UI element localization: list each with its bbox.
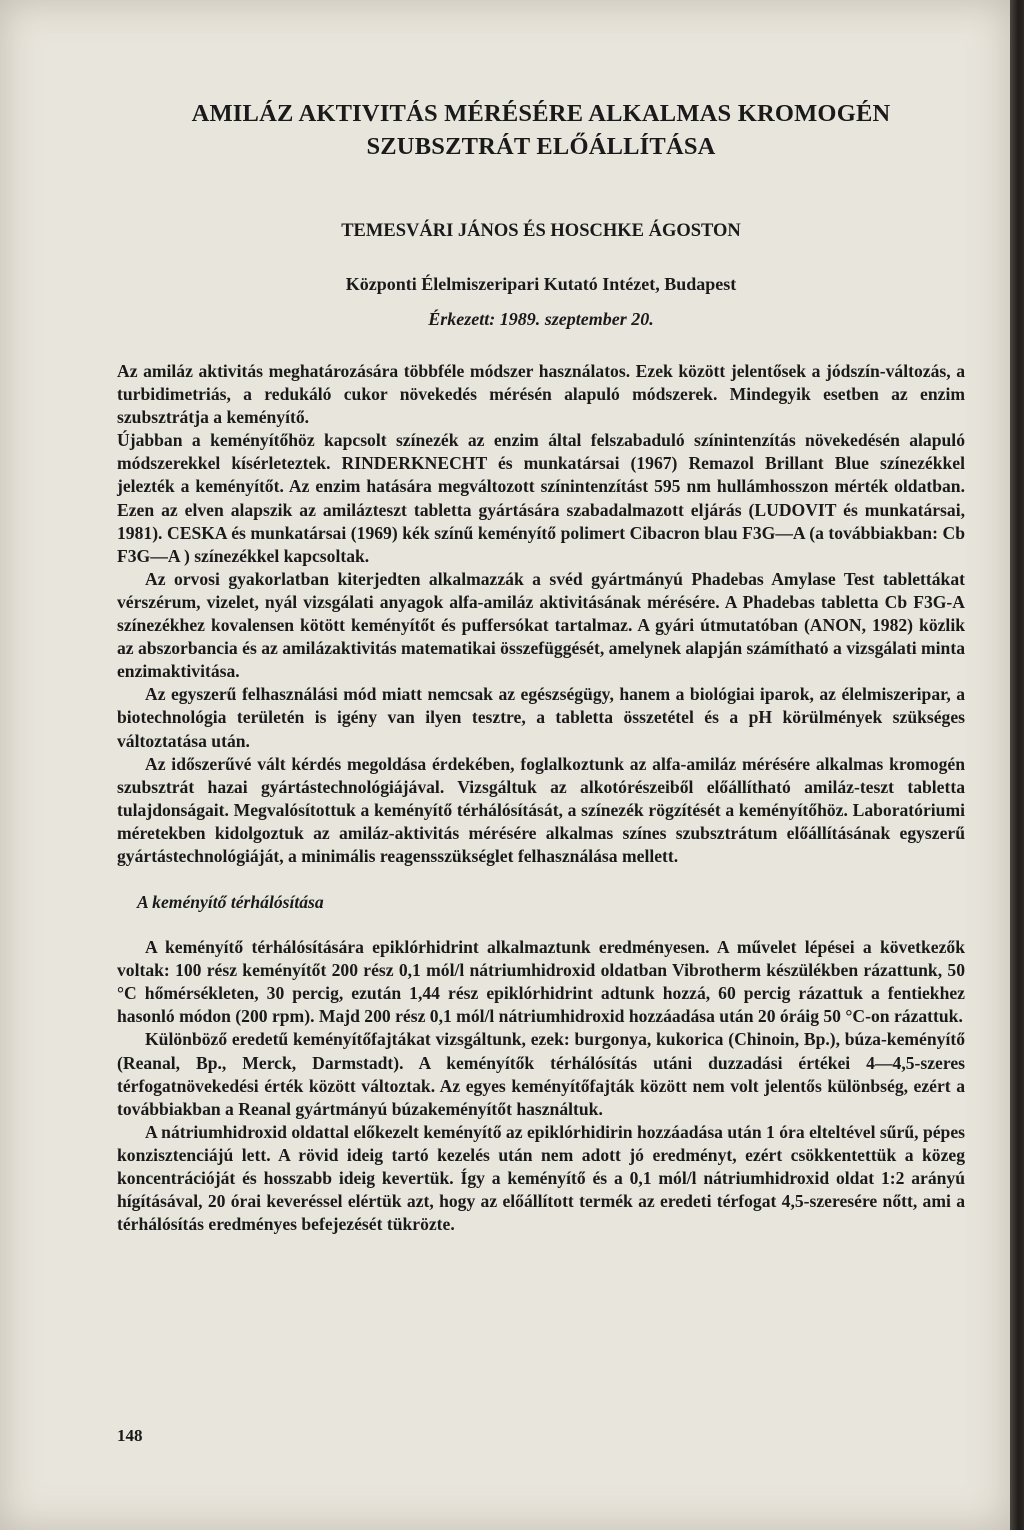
book-spine <box>1010 0 1024 1530</box>
intro-paragraph: Az egyszerű felhasználási mód miatt nemcsak az egészségügy, hanem a biológiai iparok, az élelmiszeripar, a biotechnológia területén is igény van ilyen tesztre, a tabletta összetétel és a pH körülmények szükséges változtatása után. <box>117 684 965 751</box>
section-paragraph: Különböző eredetű keményítőfajtákat vizsgáltunk, ezek: burgonya, kukorica (Chinoin, Bp.), búza-keményítő (Reanal, Bp., Merck, Darmstadt). A keményítők térhálósítás utáni duzzadási értékei 4—4,5-szeres térfogatnövekedési érték között változtak. Az egyes keményítőfajták között nem volt jelentős különbség, ezért a továbbiakban a Reanal gyártmányú búzakeményítőt használtuk. <box>117 1029 965 1119</box>
intro-paragraph: Újabban a keményítőhöz kapcsolt színezék az enzim által felszabaduló színintenzítás növekedésén alapuló módszerekkel kísérleteztek. RINDERKNECHT és munkatársai (1967) Remazol Brillant Blue színezékkel jelezték a keményítőt. Az enzim hatására megváltozott színintenzítást 595 nm hullámhosszon mérték oldatban. Ezen az elven alapszik az amilázteszt tabletta gyártására szabadalmazott eljárás (LUDOVIT és munkatársai, 1981). CESKA és munkatársai (1969) kék színű keményítő polimert Cibacron blau F3G—A (a továbbiakban: Cb F3G—A ) színezékkel kapcsoltak. <box>117 430 965 566</box>
section-paragraph: A nátriumhidroxid oldattal előkezelt keményítő az epiklórhidirin hozzáadása után 1 óra elteltével sűrű, pépes konzisztenciájú lett. A rövid ideig tartó kezelés után nem adott jó eredményt, ezért csökkentettük a közeg koncentrációját és hosszabb ideig kevertük. Így a keményítő és a 0,1 mól/l nátriumhidroxid oldat 1:2 arányú hígításával, 20 órai keveréssel elértük azt, hogy az előállított termék az eredeti térfogat 4,5-szeresére nőtt, ami a térhálósítás eredményes befejezését tükrözte. <box>117 1121 965 1235</box>
intro-paragraph: Az orvosi gyakorlatban kiterjedten alkalmazzák a svéd gyártmányú Phadebas Amylase Test tablettákat vérszérum, vizelet, nyál vizsgálati anyagok alfa-amiláz aktivitásának mérésére. A Phadebas tabletta Cb F3G-A színezékhez kovalensen kötött keményítőt és puffersókat tartalmaz. A gyári útmutatóban (ANON, 1982) közlik az abszorbancia és az amilázaktivitás matematikai összefüggését, amelynek alapján számítható a vizsgálati minta enzimaktivitása. <box>117 568 965 682</box>
authors: TEMESVÁRI JÁNOS ÉS HOSCHKE ÁGOSTON <box>341 221 741 241</box>
article <box>117 97 965 1236</box>
article-body <box>117 360 965 1236</box>
page-number: 148 <box>117 1426 143 1445</box>
section-paragraph: A keményítő térhálósítására epiklórhidrint alkalmaztunk eredményesen. A művelet lépései a következők voltak: 100 rész keményítőt 200 rész 0,1 mól/l nátriumhidroxid oldatban Vibrotherm készülékben rázattunk, 50 °C hőmérsékleten, 30 percig, ezután 1,44 rész epiklórhidrint adtunk hozzá, 60 percig rázattuk a fentiekhez hasonló módon (200 rpm). Majd 200 rész 0,1 mól/l nátriumhidroxid hozzáadása után 20 óráig 50 °C-on rázattuk. <box>117 937 965 1027</box>
title-line-2: SZUBSZTRÁT ELŐÁLLÍTÁSA <box>366 133 716 160</box>
received-date: Érkezett: 1989. szeptember 20. <box>428 309 654 329</box>
section-heading: A keményítő térhálósítása <box>137 892 324 913</box>
intro-paragraph: Az időszerűvé vált kérdés megoldása érdekében, foglalkoztunk az alfa-amiláz mérésére alkalmas kromogén szubsztrát hazai gyártástechnológiájával. Vizsgáltuk az alkotórészeiből előállítható amiláz-teszt tabletta tulajdonságait. Megvalósítottuk a keményítő térhálósítását, a színezék rögzítését a keményítőhöz. Laboratóriumi méretekben kidolgoztuk az amiláz-aktivitás mérésére alkalmas színes szubsztrátum előállításának egyszerű gyártástechnológiáját, a minimális reagensszükséglet felhasználása mellett. <box>117 753 965 866</box>
article-title <box>117 97 965 163</box>
intro-paragraph: Az amiláz aktivitás meghatározására többféle módszer használatos. Ezek között jelentősek a jódszín-változás, a turbidimetriás, a redukáló cukor növekedés mérésén alapuló módszerek. Mindegyik esetben az enzim szubsztrátja a keményítő. <box>117 361 965 428</box>
title-line-1: AMILÁZ AKTIVITÁS MÉRÉSÉRE ALKALMAS KROMOGÉN <box>191 100 891 127</box>
affiliation: Központi Élelmiszeripari Kutató Intézet, Budapest <box>345 274 737 294</box>
